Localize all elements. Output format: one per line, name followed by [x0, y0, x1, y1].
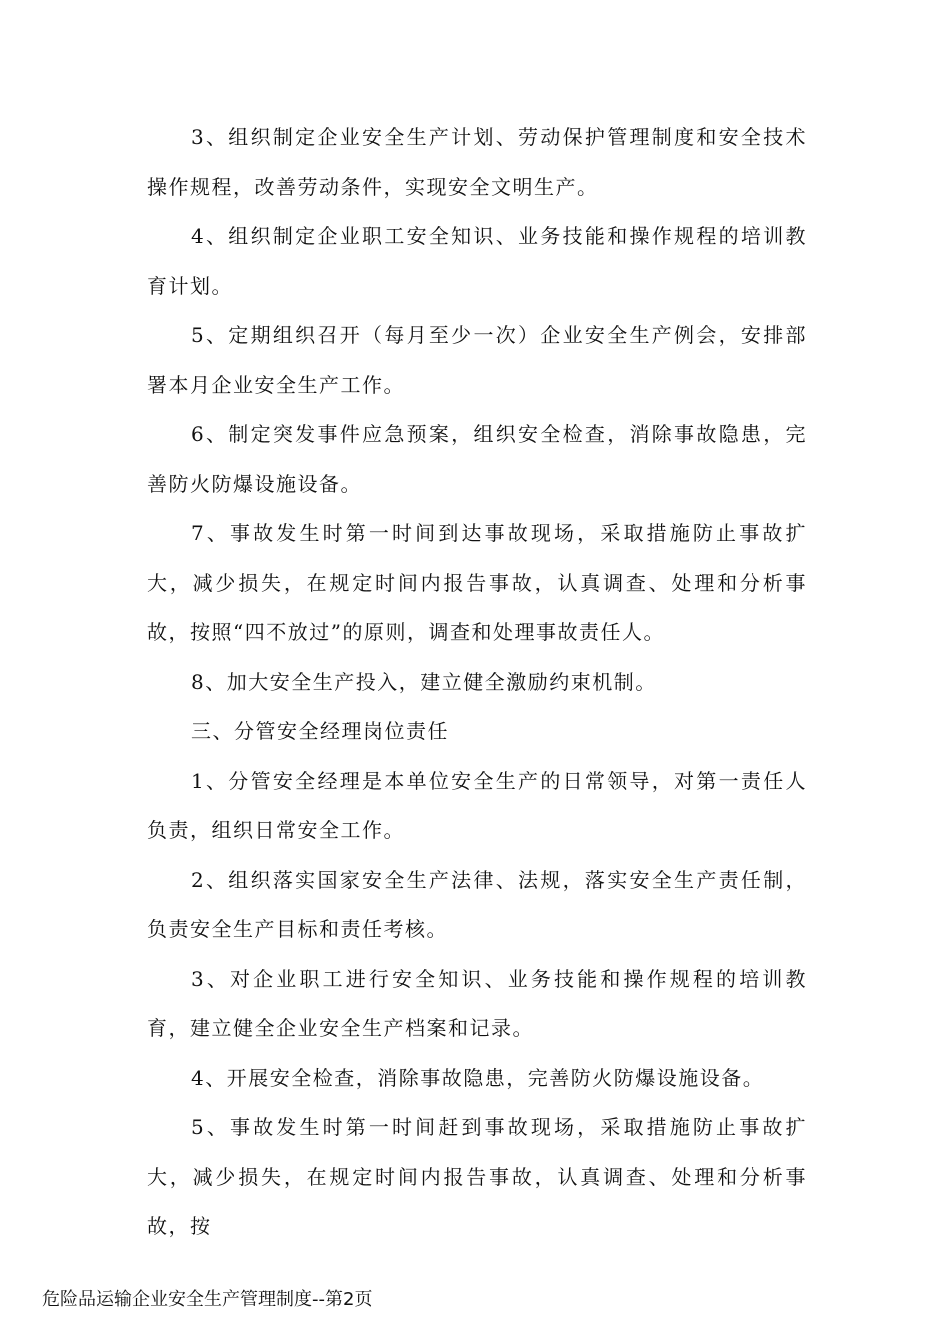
paragraph-item-7-accident: 7、事故发生时第一时间到达事故现场，采取措施防止事故扩大，减少损失，在规定时间内报告事故，认真调查、处理和分析事故，按照“四不放过”的原则，调查和处理事故责任人。 [147, 521, 807, 644]
document-body [147, 113, 807, 1252]
paragraph-item-3-plan: 3、组织制定企业安全生产计划、劳动保护管理制度和安全技术操作规程，改善劳动条件，实现安全文明生产。 [147, 125, 807, 199]
page-footer: 危险品运输企业安全生产管理制度--第2页 [42, 1289, 373, 1310]
paragraph-item-8-investment: 8、加大安全生产投入，建立健全激励约束机制。 [191, 669, 657, 694]
paragraph-item-4-training-plan: 4、组织制定企业职工安全知识、业务技能和操作规程的培训教育计划。 [147, 224, 807, 298]
paragraph-item-4-inspection: 4、开展安全检查，消除事故隐患，完善防火防爆设施设备。 [191, 1065, 765, 1090]
paragraph-item-3-education: 3、对企业职工进行安全知识、业务技能和操作规程的培训教育，建立健全企业安全生产档案和记录。 [147, 966, 807, 1040]
section-heading-safety-manager: 三、分管安全经理岗位责任 [191, 719, 449, 743]
paragraph-item-5-accident: 5、事故发生时第一时间赶到事故现场，采取措施防止事故扩大，减少损失，在规定时间内报告事故，认真调查、处理和分析事故，按 [147, 1115, 807, 1238]
paragraph-item-6-emergency: 6、制定突发事件应急预案，组织安全检查，消除事故隐患，完善防火防爆设施设备。 [147, 422, 807, 496]
paragraph-item-5-meeting: 5、定期组织召开（每月至少一次）企业安全生产例会，安排部署本月企业安全生产工作。 [147, 323, 807, 397]
paragraph-item-1-daily-leadership: 1、分管安全经理是本单位安全生产的日常领导，对第一责任人负责，组织日常安全工作。 [147, 768, 807, 842]
paragraph-item-2-laws: 2、组织落实国家安全生产法律、法规，落实安全生产责任制，负责安全生产目标和责任考核。 [147, 867, 807, 941]
